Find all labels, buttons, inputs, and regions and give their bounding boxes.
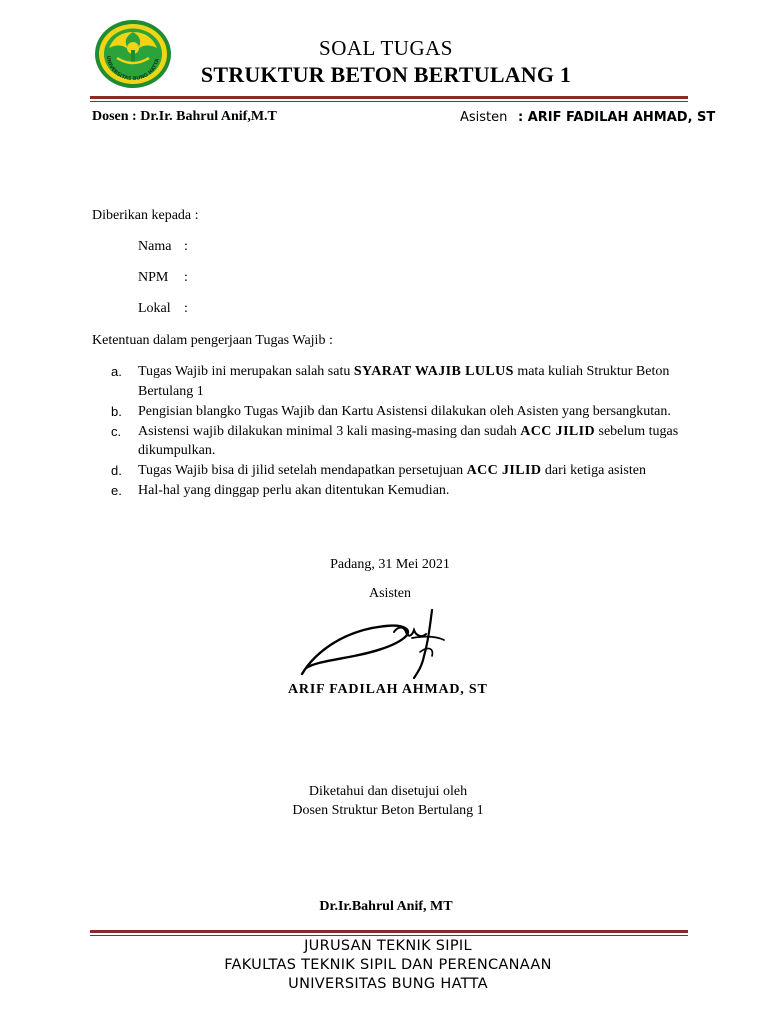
signer-role: Asisten <box>369 586 411 601</box>
footer-faculty: FAKULTAS TEKNIK SIPIL DAN PERENCANAAN <box>224 957 552 973</box>
assistant-label: Asisten <box>460 110 508 125</box>
logo-ring-text: UNIVERSITAS BUNG HATTA <box>104 55 161 83</box>
rule-letter: e. <box>111 483 122 498</box>
header-divider-thin <box>90 101 688 102</box>
lecturer-signature-name: Dr.Ir.Bahrul Anif, MT <box>319 899 453 914</box>
footer-divider-thin <box>90 935 688 936</box>
name-field-colon: : <box>184 239 188 254</box>
rule-item <box>111 402 701 422</box>
name-field-label: Nama <box>138 239 172 254</box>
signature-image <box>294 596 449 684</box>
rule-text-end: sebelum tugas dikumpulkan. <box>138 423 679 458</box>
approval-role: Dosen Struktur Beton Bertulang 1 <box>292 803 484 818</box>
footer-university: UNIVERSITAS BUNG HATTA <box>288 976 488 992</box>
rule-item <box>111 422 701 461</box>
rule-letter: c. <box>111 423 122 439</box>
rule-text: Tugas Wajib bisa di jilid setelah mendapatkan persetujuan <box>138 463 467 478</box>
rule-text-end: mata kuliah Struktur Beton Bertulang 1 <box>138 364 670 399</box>
recipient-intro: Diberikan kepada : <box>92 208 199 223</box>
rule-text: Pengisian blangko Tugas Wajib dan Kartu Asistensi dilakukan oleh Asisten yang bersangkutan. <box>138 403 671 419</box>
rule-emphasis: SYARAT WAJIB LULUS <box>353 364 514 379</box>
rules-list <box>111 362 701 501</box>
rules-title: Ketentuan dalam pengerjaan Tugas Wajib : <box>92 333 333 348</box>
npm-field-label: NPM <box>138 270 169 285</box>
place-date: Padang, 31 Mei 2021 <box>330 557 450 572</box>
npm-field-colon: : <box>184 270 188 285</box>
lokal-field-label: Lokal <box>138 301 171 316</box>
rule-text: Asistensi wajib dilakukan minimal 3 kali masing-masing dan sudah <box>138 423 521 439</box>
rule-emphasis: ACC JILID <box>466 463 542 478</box>
rule-text: Hal-hal yang dinggap perlu akan ditentukan Kemudian. <box>138 483 450 498</box>
rule-letter: d. <box>111 463 122 478</box>
rule-item <box>111 481 701 501</box>
rule-letter: a. <box>111 364 122 379</box>
approval-line: Diketahui dan disetujui oleh <box>308 784 468 799</box>
page-title: SOAL TUGAS <box>319 36 453 60</box>
rule-letter: b. <box>111 403 122 419</box>
rule-emphasis: ACC JILID <box>520 423 596 439</box>
footer-divider <box>90 930 688 933</box>
assistant-signature-name: ARIF FADILAH AHMAD, ST <box>288 682 488 697</box>
footer-department: JURUSAN TEKNIK SIPIL <box>304 938 472 954</box>
lokal-field-colon: : <box>184 301 188 316</box>
rule-text: Tugas Wajib ini merupakan salah satu <box>138 364 354 379</box>
page-subtitle: STRUKTUR BETON BERTULANG 1 <box>200 62 572 87</box>
assistant-name: : ARIF FADILAH AHMAD, ST <box>518 110 716 125</box>
rule-item <box>111 461 701 481</box>
rule-item <box>111 362 701 401</box>
header-divider <box>90 96 688 99</box>
lecturer-line: Dosen : Dr.Ir. Bahrul Anif,M.T <box>92 109 277 124</box>
rule-text-end: dari ketiga asisten <box>541 463 646 478</box>
